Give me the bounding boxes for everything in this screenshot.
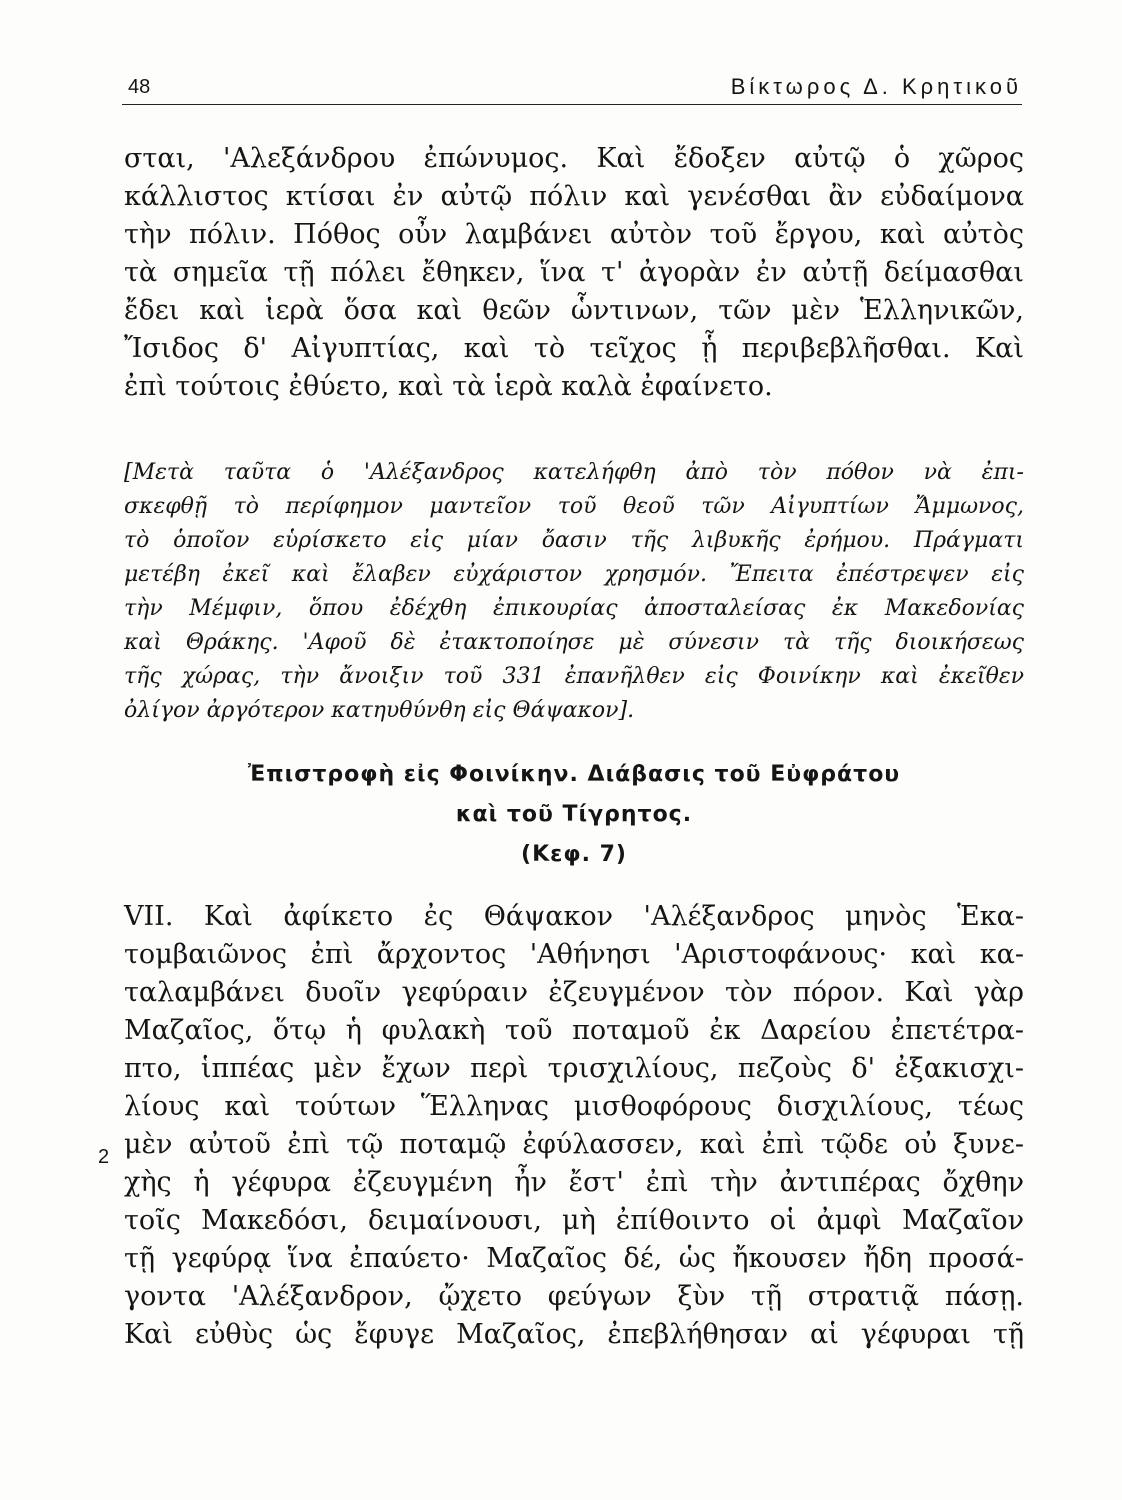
text-line: λίους καὶ τούτων Ἕλληνας μισθοφόρους δισχιλίους, τέως	[124, 1091, 1024, 1122]
text-line: ἐπὶ τούτοις ἐθύετο, καὶ τὰ ἱερὰ καλὰ ἐφαίνετο.	[124, 371, 773, 402]
note-line: [Μετὰ ταῦτα ὁ 'Αλέξανδρος κατελήφθη ἀπὸ τὸν πόθον νὰ ἐπι-	[124, 460, 1024, 485]
text-line: VII. Καὶ ἀφίκετο ἐς Θάψακον 'Αλέξανδρος μηνὸς Ἑκα-	[124, 901, 1024, 932]
paragraph-1	[124, 140, 1024, 406]
text-line: τὰ σημεῖα τῇ πόλει ἔθηκεν, ἵνα τ' ἀγορὰν ἐν αὐτῇ δείμασθαι	[124, 257, 1024, 288]
note-line: σκεφθῇ τὸ περίφημον μαντεῖον τοῦ θεοῦ τῶν Αἰγυπτίων Ἄμμωνος,	[124, 494, 1024, 519]
paragraph-2	[124, 898, 1024, 1354]
section-heading-line-1: Ἐπιστροφὴ εἰς Φοινίκην. Διάβασις τοῦ Εὐφράτου	[247, 762, 901, 787]
note-line: μετέβη ἐκεῖ καὶ ἔλαβεν εὐχάριστον χρησμόν. Ἔπειτα ἐπέστρεψεν εἰς	[124, 562, 1024, 587]
running-head: Βίκτωρος Δ. Κρητικοῦ	[730, 74, 1022, 99]
note-line: ὀλίγον ἀργότερον κατηυθύνθη εἰς Θάψακον].	[124, 698, 635, 723]
note-line: καὶ Θράκης. 'Αφοῦ δὲ ἐτακτοποίησε μὲ σύνεσιν τὰ τῆς διοικήσεως	[124, 630, 1024, 655]
text-line: πτο, ἱππέας μὲν ἔχων περὶ τρισχιλίους, πεζοὺς δ' ἐξακισχι-	[124, 1053, 1024, 1084]
note-line: τῆς χώρας, τὴν ἄνοιξιν τοῦ 331 ἐπανῆλθεν εἰς Φοινίκην καὶ ἐκεῖθεν	[124, 664, 1024, 689]
text-line: μὲν αὐτοῦ ἐπὶ τῷ ποταμῷ ἐφύλασσεν, καὶ ἐπὶ τῷδε οὐ ξυνε-	[124, 1129, 1024, 1160]
page-number: 48	[128, 76, 151, 98]
text-line: τομβαιῶνος ἐπὶ ἄρχοντος 'Αθήνησι 'Αριστοφάνους· καὶ κα-	[124, 939, 1024, 970]
margin-line-marker: 2	[98, 1146, 110, 1168]
text-line: κάλλιστος κτίσαι ἐν αὐτῷ πόλιν καὶ γενέσθαι ἂν εὐδαίμονα	[124, 181, 1024, 212]
text-line: τὴν πόλιν. Πόθος οὖν λαμβάνει αὐτὸν τοῦ ἔργου, καὶ αὐτὸς	[124, 219, 1024, 250]
text-line: Μαζαῖος, ὅτῳ ἡ φυλακὴ τοῦ ποταμοῦ ἐκ Δαρείου ἐπετέτρα-	[124, 1015, 1024, 1046]
text-line: τῇ γεφύρᾳ ἵνα ἐπαύετο· Μαζαῖος δέ, ὡς ἤκουσεν ἤδη προσά-	[124, 1243, 1024, 1274]
text-line: ταλαμβάνει δυοῖν γεφύραιν ἐζευγμένον τὸν πόρον. Καὶ γὰρ	[124, 977, 1024, 1008]
text-line: ἔδει καὶ ἱερὰ ὅσα καὶ θεῶν ὧντινων, τῶν μὲν Ἑλληνικῶν,	[124, 295, 1024, 326]
section-heading-line-2: καὶ τοῦ Τίγρητος.	[455, 802, 693, 827]
bracketed-note	[124, 456, 1024, 728]
note-line: τὴν Μέμφιν, ὅπου ἐδέχθη ἐπικουρίας ἀποσταλείσας ἐκ Μακεδονίας	[124, 596, 1024, 621]
text-line: σται, 'Αλεξάνδρου ἐπώνυμος. Καὶ ἔδοξεν αὐτῷ ὁ χῶρος	[124, 143, 1024, 174]
text-line: χὴς ἡ γέφυρα ἐζευγμένη ἦν ἔστ' ἐπὶ τὴν ἀντιπέρας ὄχθην	[124, 1167, 1024, 1198]
text-line: Ἴσιδος δ' Αἰγυπτίας, καὶ τὸ τεῖχος ᾗ περιβεβλῆσθαι. Καὶ	[124, 333, 1024, 364]
chapter-reference: (Κεφ. 7)	[521, 842, 627, 867]
note-line: τὸ ὁποῖον εὑρίσκετο εἰς μίαν ὄασιν τῆς λιβυκῆς ἐρήμου. Πράγματι	[124, 528, 1024, 553]
text-line: τοῖς Μακεδόσι, δειμαίνουσι, μὴ ἐπίθοιντο οἱ ἀμφὶ Μαζαῖον	[124, 1205, 1024, 1236]
text-line: γοντα 'Αλέξανδρον, ᾤχετο φεύγων ξὺν τῇ στρατιᾷ πάσῃ.	[124, 1281, 1024, 1312]
text-line: Καὶ εὐθὺς ὡς ἔφυγε Μαζαῖος, ἐπεβλήθησαν αἱ γέφυραι τῇ	[124, 1319, 1024, 1350]
page-header	[122, 74, 1022, 105]
